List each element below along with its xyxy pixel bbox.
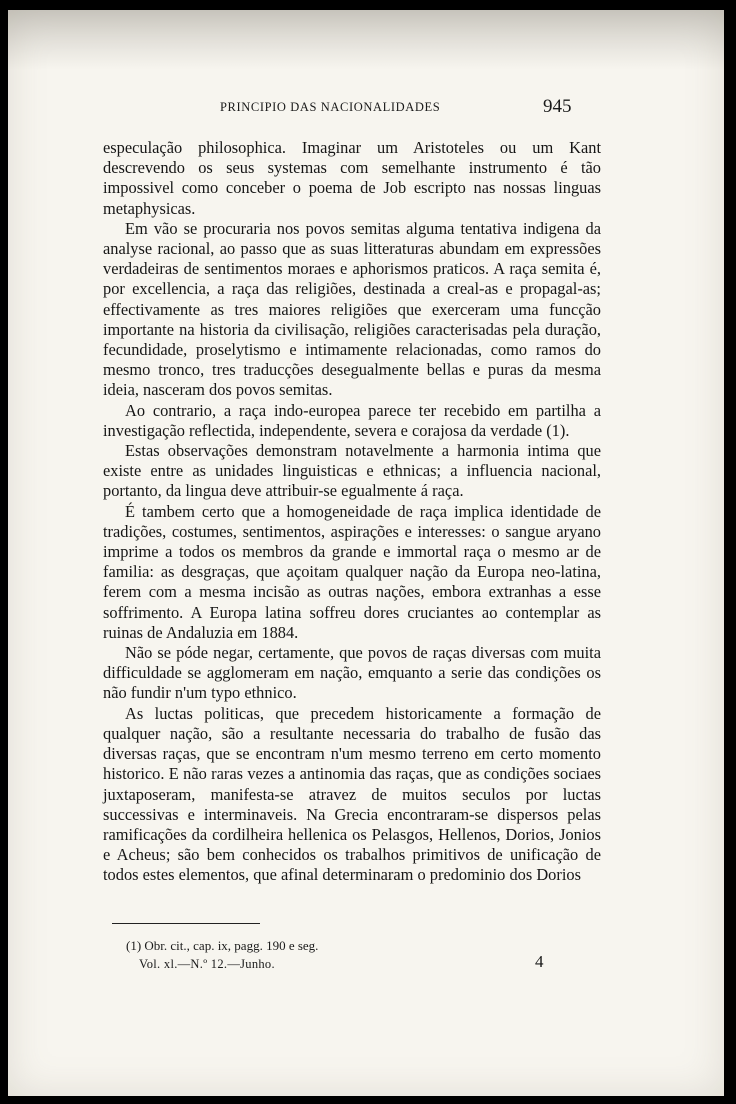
- paragraph: É tambem certo que a homogeneidade de raça implica identidade de tradições, costumes, sentimentos, aspirações e interesses: o sangue aryano imprime a todos os membros da grande e immortal raça o mesmo ar de familia: as desgraças, que açoitam qualquer nação da Europa neo-latina, ferem com a mesma incisão as outras nações, embora extranhas a esse soffrimento. A Europa latina soffreu dores cruciantes ao contemplar as ruinas de Andaluzia em 1884.: [103, 501, 601, 642]
- footnote: (1) Obr. cit., cap. ix, pagg. 190 e seg.: [126, 938, 319, 953]
- paragraph: Não se póde negar, certamente, que povos de raças diversas com muita difficuldade se agglomeram em nação, emquanto a serie das condições os não fundir n'um typo ethnico.: [103, 643, 601, 703]
- paragraph: especulação philosophica. Imaginar um Aristoteles ou um Kant descrevendo os seus systemas com semelhante instrumento é tão impossivel como conceber o poema de Job escripto nas nossas linguas metaphysicas.: [103, 138, 601, 218]
- paragraph: As luctas politicas, que precedem historicamente a formação de qualquer nação, são a resultante necessaria do trabalho de fusão das diversas raças, que se encontram n'um mesmo terreno em certo momento historico. E não raras vezes a antinomia das raças, que as condições sociaes juxtaposeram, manifesta-se atravez de muitos seculos por luctas successivas e interminaveis. Na Grecia encontraram-se dispersos pelas ramificações da cordilheira hellenica os Pelasgos, Hellenos, Dorios, Jonios e Acheus; são bem conhecidos os trabalhos primitivos de unificação de todos estes elementos, que afinal determinaram o predominio dos Dorios: [103, 703, 601, 885]
- signature-line: Vol. xl.—N.º 12.—Junho.: [139, 957, 275, 971]
- page-header: [8, 98, 724, 122]
- paragraph: Em vão se procuraria nos povos semitas alguma tentativa indigena da analyse racional, ao passo que as suas litteraturas abundam em expressões verdadeiras de sentimentos moraes e aphorismos praticos. A raça semita é, por excellencia, a raça das religiões, destinada a creal-as e propagal-as; effectivamente as tres maiores religiões que exerceram uma funcção importante na historia da civilisação, religiões caracterisadas pela duração, fecundidade, proselytismo e intimamente relacionadas, como ramos do mesmo tronco, tres traducções desegualmente bellas e puras da mesma ideia, nasceram dos povos semitas.: [103, 218, 601, 400]
- running-title: PRINCIPIO DAS NACIONALIDADES: [220, 100, 441, 114]
- paragraph: Ao contrario, a raça indo-europea parece ter recebido em partilha a investigação reflectida, independente, severa e corajosa da verdade (1).: [103, 400, 601, 440]
- page-number: 945: [543, 96, 572, 117]
- footnote-rule: [112, 923, 260, 924]
- signature-mark: 4: [535, 952, 544, 971]
- paragraph: Estas observações demonstram notavelmente a harmonia intima que existe entre as unidades linguisticas e ethnicas; a influencia nacional, portanto, da lingua deve attribuir-se egualmente á raça.: [103, 441, 601, 501]
- scan-shadow: [8, 10, 724, 70]
- book-page: [8, 10, 724, 1096]
- body-text: [103, 138, 601, 886]
